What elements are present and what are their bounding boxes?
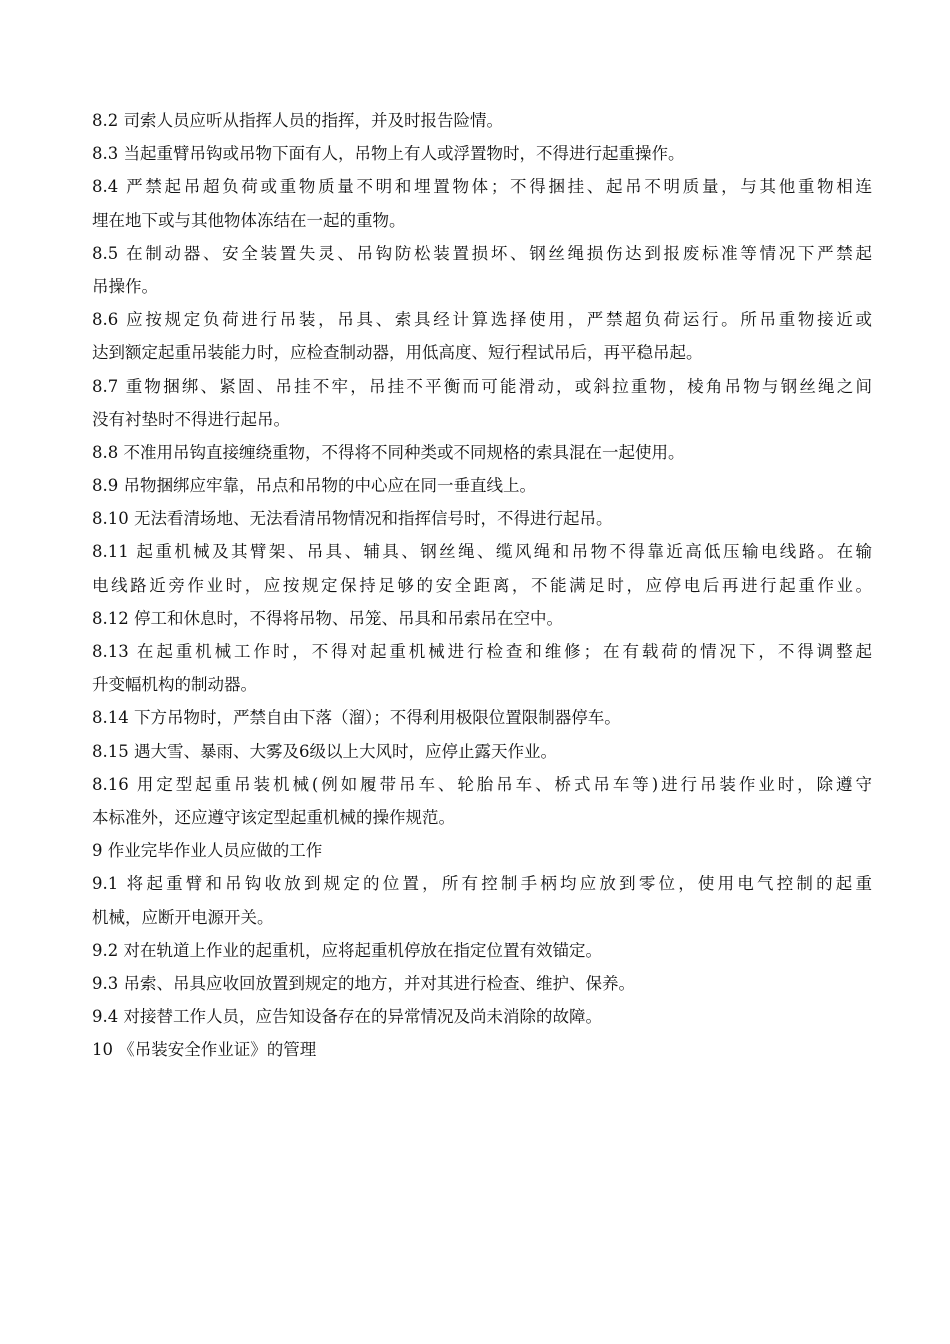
section-heading: 9 作业完毕作业人员应做的工作: [92, 841, 323, 861]
text-line: 8.3 当起重臂吊钩或吊物下面有人，吊物上有人或浮置物时，不得进行起重操作。: [92, 144, 685, 164]
text-line: 8.13 在起重机械工作时，不得对起重机械进行检查和维修；在有载荷的情况下，不得调整起: [92, 642, 872, 661]
text-line: 8.15 遇大雪、暴雨、大雾及6级以上大风时，应停止露天作业。: [92, 741, 557, 761]
text-line: 8.11 起重机械及其臂架、吊具、辅具、钢丝绳、缆风绳和吊物不得靠近高低压输电线路。在输: [92, 542, 872, 562]
section-heading: 10 《吊装安全作业证》的管理: [92, 1040, 317, 1060]
text-line: 8.5 在制动器、安全装置失灵、吊钩防松装置损坏、钢丝绳损伤达到报废标准等情况下严禁起: [92, 243, 872, 263]
text-line: 8.7 重物捆绑、紧固、吊挂不牢，吊挂不平衡而可能滑动，或斜拉重物，棱角吊物与钢丝绳之间: [92, 376, 872, 396]
text-line: 电线路近旁作业时，应按规定保持足够的安全距离，不能满足时，应停电后再进行起重作业。: [92, 575, 872, 595]
text-line: 8.14 下方吊物时，严禁自由下落（溜）；不得利用极限位置限制器停车。: [92, 708, 621, 728]
text-line: 没有衬垫时不得进行起吊。: [92, 409, 290, 429]
text-line: 埋在地下或与其他物体冻结在一起的重物。: [92, 210, 406, 230]
text-line: 8.8 不准用吊钩直接缠绕重物，不得将不同种类或不同规格的索具混在一起使用。: [92, 442, 685, 462]
text-line: 9.4 对接替工作人员，应告知设备存在的异常情况及尚未消除的故障。: [92, 1007, 602, 1027]
text-line: 机械，应断开电源开关。: [92, 907, 274, 927]
text-line: 吊操作。: [92, 276, 158, 296]
text-line: 8.6 应按规定负荷进行吊装，吊具、索具经计算选择使用，严禁超负荷运行。所吊重物接近或: [92, 310, 872, 330]
document-body: [92, 104, 872, 1066]
text-line: 达到额定起重吊装能力时，应检查制动器，用低高度、短行程试吊后，再平稳吊起。: [92, 343, 703, 363]
text-line: 8.16 用定型起重吊装机械(例如履带吊车、轮胎吊车、桥式吊车等)进行吊装作业时，除遵守: [92, 774, 872, 794]
text-line: 8.9 吊物捆绑应牢靠，吊点和吊物的中心应在同一垂直线上。: [92, 476, 536, 496]
text-line: 本标准外，还应遵守该定型起重机械的操作规范。: [92, 807, 455, 827]
text-line: 8.12 停工和休息时，不得将吊物、吊笼、吊具和吊索吊在空中。: [92, 608, 563, 628]
text-line: 9.3 吊索、吊具应收回放置到规定的地方，并对其进行检查、维护、保养。: [92, 973, 635, 993]
text-line: 9.1 将起重臂和吊钩收放到规定的位置，所有控制手柄均应放到零位，使用电气控制的起重: [92, 874, 872, 894]
text-line: 8.4 严禁起吊超负荷或重物质量不明和埋置物体；不得捆挂、起吊不明质量，与其他重物相连: [92, 177, 872, 197]
text-line: 8.2 司索人员应听从指挥人员的指挥，并及时报告险情。: [92, 111, 503, 130]
text-line: 9.2 对在轨道上作业的起重机，应将起重机停放在指定位置有效锚定。: [92, 940, 602, 960]
text-line: 升变幅机构的制动器。: [92, 675, 257, 695]
text-line: 8.10 无法看清场地、无法看清吊物情况和指挥信号时，不得进行起吊。: [92, 509, 613, 529]
